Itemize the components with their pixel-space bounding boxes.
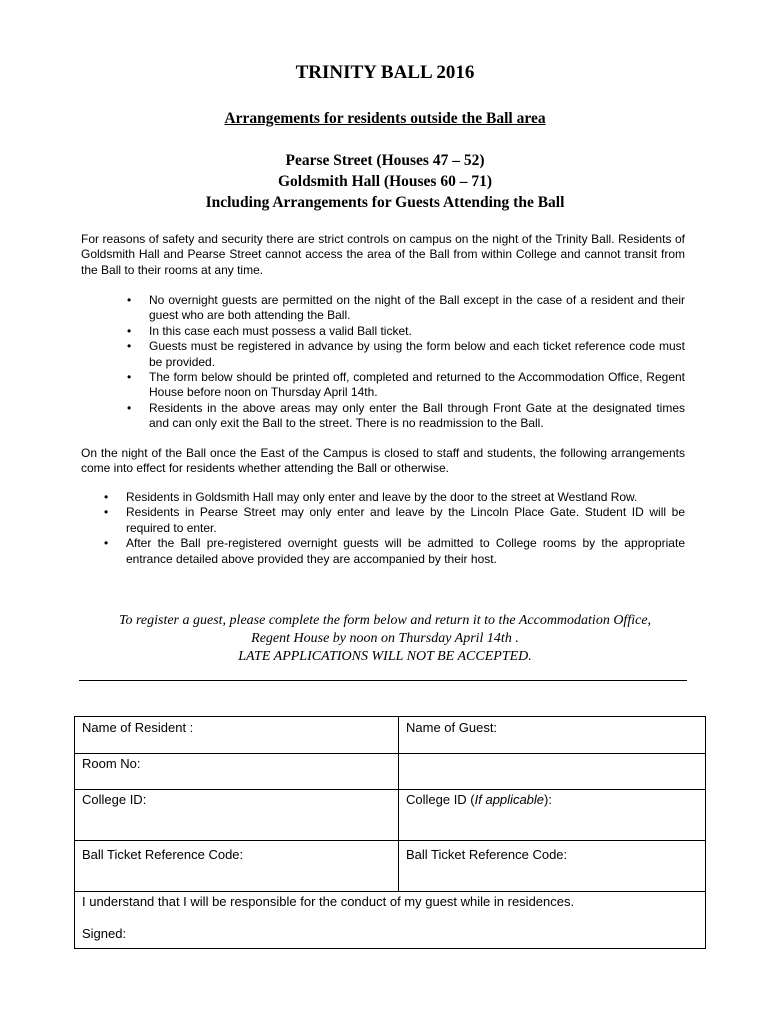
list-item-text: Residents in Goldsmith Hall may only enter and leave by the door to the street at Westland Row.	[126, 490, 638, 504]
guest-registration-form	[74, 716, 706, 949]
name-of-guest-field[interactable]	[399, 717, 706, 754]
table-row	[75, 717, 706, 754]
list-item	[127, 400, 685, 432]
list-item	[127, 293, 685, 324]
table-row	[75, 754, 706, 790]
college-id-label: College ID:	[82, 792, 147, 807]
name-of-resident-label: Name of Resident :	[82, 720, 194, 735]
bullet-icon: •	[127, 293, 132, 307]
heading-line-guests: Including Arrangements for Guests Attending the Ball	[205, 194, 565, 211]
list-item-text: Residents in Pearse Street may only enter and leave by the Lincoln Place Gate. Student ID will be required to enter.	[126, 505, 685, 535]
name-of-guest-label: Name of Guest:	[406, 720, 498, 735]
divider	[79, 680, 687, 681]
notice-line-1: To register a guest, please complete the form below and return it to the Accommodation Office,	[118, 613, 652, 628]
notice-line-3: LATE APPLICATIONS WILL NOT BE ACCEPTED.	[238, 649, 532, 664]
label-part-italic: If applicable	[474, 792, 545, 807]
guest-ticket-code-label: Ball Ticket Reference Code:	[406, 847, 568, 862]
heading-line-pearse: Pearse Street (Houses 47 – 52)	[285, 152, 485, 169]
table-row	[75, 841, 706, 892]
list-item	[127, 370, 685, 401]
document-title: TRINITY BALL 2016	[295, 62, 475, 83]
bullet-icon: •	[127, 370, 132, 385]
intro-paragraph: For reasons of safety and security there are strict controls on campus on the night of the Trinity Ball. Residents of Goldsmith Hall and Pearse Street cannot access the area of the Ball from within College and cannot transit from the Ball to their rooms at any time.	[81, 232, 685, 277]
list-item	[104, 536, 685, 567]
list-item-text: The form below should be printed off, completed and returned to the Accommodation Office, Regent House before noon on Thursday April 14th.	[149, 370, 685, 400]
label-part: College ID (	[406, 792, 475, 807]
list-item-text: After the Ball pre-registered overnight guests will be admitted to College rooms by the appropriate entrance detailed above provided they are accompanied by their host.	[126, 536, 685, 566]
registration-notice	[0, 612, 770, 666]
location-heading	[0, 150, 770, 213]
bullet-icon: •	[104, 536, 109, 551]
list-item-text: Guests must be registered in advance by using the form below and each ticket reference code must be provided.	[149, 339, 685, 369]
list-item	[104, 505, 685, 536]
list-item-text: In this case each must possess a valid Ball ticket.	[149, 323, 412, 338]
guest-college-id-field[interactable]	[399, 790, 706, 841]
heading-line-goldsmith: Goldsmith Hall (Houses 60 – 71)	[277, 173, 492, 190]
bullet-icon: •	[104, 490, 109, 504]
bullet-icon: •	[104, 505, 109, 520]
name-of-resident-field[interactable]	[75, 717, 399, 754]
guest-college-id-label	[406, 792, 552, 807]
college-id-field[interactable]	[75, 790, 399, 841]
document-subtitle: Arrangements for residents outside the Ball area	[224, 110, 546, 127]
list-item-text: No overnight guests are permitted on the night of the Ball except in the case of a resident and their guest who are both attending the Ball.	[149, 293, 685, 323]
notice-line-2: Regent House by noon on Thursday April 14th .	[251, 631, 519, 646]
guest-rules-list	[127, 293, 685, 432]
room-no-label: Room No:	[82, 756, 141, 771]
table-row	[75, 892, 706, 949]
resident-rules-list	[104, 490, 685, 567]
declaration-field[interactable]	[75, 892, 706, 949]
list-item-text: Residents in the above areas may only enter the Ball through Front Gate at the designated times and can only exit the Ball to the street. There is no readmission to the Ball.	[149, 400, 685, 431]
bullet-icon: •	[127, 339, 132, 354]
declaration-text: I understand that I will be responsible for the conduct of my guest while in residences.	[82, 894, 575, 909]
bullet-icon: •	[127, 323, 132, 338]
night-paragraph: On the night of the Ball once the East of the Campus is closed to staff and students, the following arrangements come into effect for residents whether attending the Ball or otherwise.	[81, 446, 685, 476]
bullet-icon: •	[127, 400, 132, 415]
guest-ticket-code-field[interactable]	[399, 841, 706, 892]
empty-cell	[399, 754, 706, 790]
signed-label: Signed:	[82, 926, 127, 941]
table-row	[75, 790, 706, 841]
label-part: ):	[544, 792, 552, 807]
list-item	[127, 323, 685, 339]
list-item	[104, 490, 685, 505]
resident-ticket-code-field[interactable]	[75, 841, 399, 892]
room-no-field[interactable]	[75, 754, 399, 790]
list-item	[127, 339, 685, 370]
resident-ticket-code-label: Ball Ticket Reference Code:	[82, 847, 244, 862]
